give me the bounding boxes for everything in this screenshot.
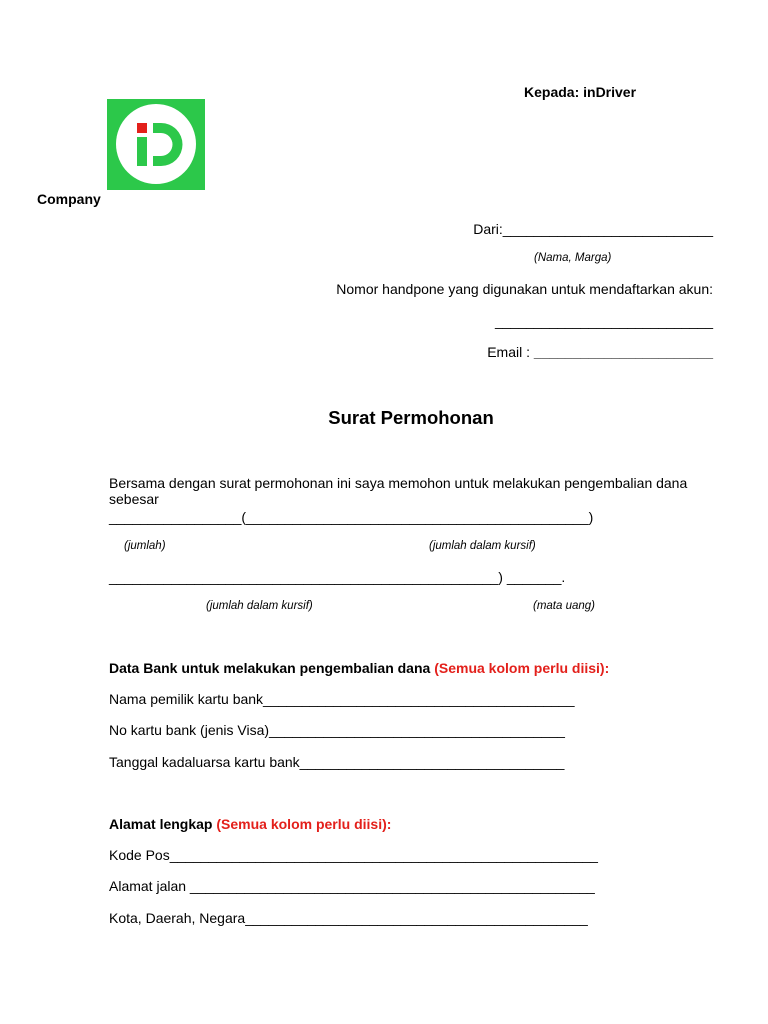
bank-section-heading: [109, 660, 609, 676]
address-section-heading: [109, 816, 391, 832]
indriver-logo-icon: [107, 99, 205, 190]
from-hint: (Nama, Marga): [534, 252, 612, 264]
bank-heading-note: (Semua kolom perlu diisi):: [434, 660, 610, 676]
currency-hint: (mata uang): [533, 600, 596, 612]
bank-holder-field[interactable]: Nama pemilik kartu bank________________________________________: [109, 691, 575, 707]
from-field[interactable]: Dari:___________________________: [473, 221, 713, 237]
bank-card-expiry-field[interactable]: Tanggal kadaluarsa kartu bank__________________________________: [109, 754, 565, 770]
amount-hint: (jumlah): [124, 540, 166, 552]
page-title: Surat Permohonan: [328, 407, 494, 428]
phone-field[interactable]: ____________________________: [494, 313, 713, 329]
address-heading-note: (Semua kolom perlu diisi):: [216, 816, 392, 832]
indriver-logo: [107, 99, 205, 190]
amount-words-hint: (jumlah dalam kursif): [429, 540, 536, 552]
intro-paragraph: Bersama dengan surat permohonan ini saya memohon untuk melakukan pengembalian dana sebesar: [109, 475, 688, 507]
street-address-field[interactable]: Alamat jalan ____________________________________________________: [109, 878, 595, 894]
city-region-country-field[interactable]: Kota, Daerah, Negara____________________________________________: [109, 910, 588, 926]
amount-words-field[interactable]: __________________________________________________) _______.: [109, 569, 566, 585]
words-hint: (jumlah dalam kursif): [206, 600, 313, 612]
email-label: Email :: [487, 344, 534, 360]
amount-field[interactable]: _________________(____________________________________________): [109, 509, 594, 525]
phone-label: Nomor handpone yang digunakan untuk mendaftarkan akun:: [336, 281, 713, 297]
address-heading-text: Alamat lengkap: [109, 816, 217, 832]
email-row: [487, 344, 713, 360]
company-label: Company: [37, 191, 101, 207]
postal-code-field[interactable]: Kode Pos_______________________________________________________: [109, 847, 598, 863]
email-field[interactable]: _______________________: [533, 344, 713, 360]
recipient-heading: Kepada: inDriver: [524, 84, 637, 100]
bank-heading-text: Data Bank untuk melakukan pengembalian dana: [109, 660, 435, 676]
bank-card-number-field[interactable]: No kartu bank (jenis Visa)______________________________________: [109, 722, 565, 738]
